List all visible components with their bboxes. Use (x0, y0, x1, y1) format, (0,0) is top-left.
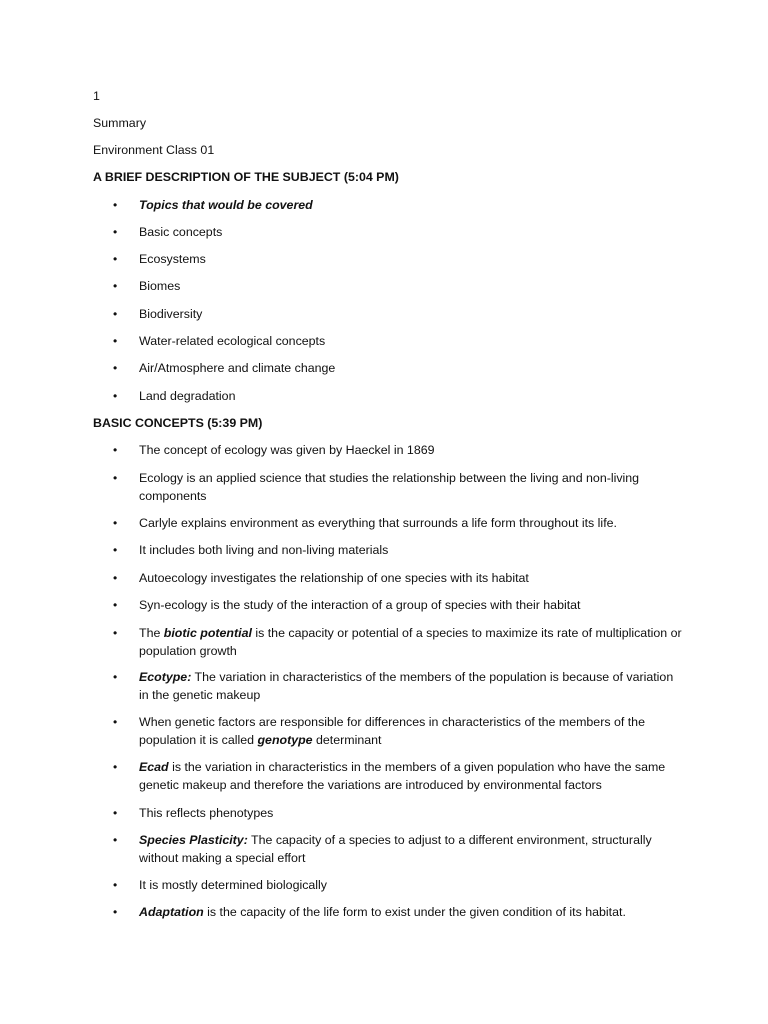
list-item-text: Carlyle explains environment as everything that surrounds a life form throughout its life. (139, 516, 617, 530)
term-species-plasticity: Species Plasticity: (139, 833, 248, 847)
class-title: Environment Class 01 (93, 143, 215, 157)
list-item-text: Ecosystems (139, 252, 206, 266)
text-run: is the capacity of the life form to exist under the given condition of its habitat. (203, 905, 626, 919)
section-heading-brief-description: A BRIEF DESCRIPTION OF THE SUBJECT (5:04 PM) (93, 170, 399, 184)
bullet-icon: • (113, 878, 118, 892)
term-ecotype: Ecotype: (139, 670, 192, 684)
text-run: is the capacity or potential of a species to maximize its rate of multiplication or population growth (139, 626, 682, 658)
list-item-text: This reflects phenotypes (139, 806, 274, 820)
bullet-icon: • (113, 905, 118, 919)
list-item-text: It includes both living and non-living materials (139, 543, 389, 557)
bullet-icon: • (113, 670, 118, 684)
term-adaptation: Adaptation (139, 905, 204, 919)
text-run: is the variation in characteristics in the members of a given population who have the same genetic makeup and therefore the variations are introduced by environmental factors (139, 760, 666, 792)
list-item-text (139, 668, 684, 704)
list-item-text: Air/Atmosphere and climate change (139, 361, 336, 375)
section-heading-basic-concepts: BASIC CONCEPTS (5:39 PM) (93, 416, 263, 430)
list-item-text: Biodiversity (139, 307, 203, 321)
term-genotype: genotype (257, 733, 313, 747)
list-item-text (139, 831, 684, 867)
list-item-text (139, 713, 684, 749)
bullet-icon: • (113, 626, 118, 640)
list-item-text (139, 758, 684, 794)
bullet-icon: • (113, 198, 118, 212)
list-item-text (139, 903, 684, 921)
text-run: determinant (312, 733, 382, 747)
bullet-icon: • (113, 307, 118, 321)
summary-label: Summary (93, 116, 147, 130)
text-run: The variation in characteristics of the members of the population is because of variation in the genetic makeup (139, 670, 674, 702)
bullet-icon: • (113, 252, 118, 266)
bullet-icon: • (113, 715, 118, 729)
bullet-icon: • (113, 279, 118, 293)
bullet-icon: • (113, 361, 118, 375)
list-item-text: Basic concepts (139, 225, 223, 239)
bullet-icon: • (113, 806, 118, 820)
text-run: When genetic factors are responsible for differences in characteristics of the members of the population it is called (139, 715, 645, 747)
list-item-text: Land degradation (139, 389, 236, 403)
list-item-text: The concept of ecology was given by Haeckel in 1869 (139, 443, 435, 457)
term-biotic-potential: biotic potential (163, 626, 252, 640)
bullet-icon: • (113, 516, 118, 530)
bullet-icon: • (113, 389, 118, 403)
term-ecad: Ecad (139, 760, 169, 774)
list-item-text: Biomes (139, 279, 181, 293)
bullet-icon: • (113, 334, 118, 348)
list-item-text: Topics that would be covered (139, 198, 313, 212)
list-item-text (139, 624, 684, 660)
list-item-text: Ecology is an applied science that studies the relationship between the living and non-living components (139, 471, 640, 503)
text-run: The capacity of a species to adjust to a different environment, structurally without making a special effort (139, 833, 652, 865)
bullet-icon: • (113, 833, 118, 847)
bullet-icon: • (113, 443, 118, 457)
bullet-icon: • (113, 760, 118, 774)
bullet-icon: • (113, 471, 118, 485)
list-item-text: Autoecology investigates the relationship of one species with its habitat (139, 571, 529, 585)
list-item-text: Water-related ecological concepts (139, 334, 326, 348)
list-item-text: It is mostly determined biologically (139, 878, 328, 892)
bullet-icon: • (113, 571, 118, 585)
bullet-icon: • (113, 225, 118, 239)
bullet-icon: • (113, 598, 118, 612)
text-run: The (139, 626, 164, 640)
page-number: 1 (93, 89, 100, 103)
bullet-icon: • (113, 543, 118, 557)
list-item-text: Syn-ecology is the study of the interaction of a group of species with their habitat (139, 598, 581, 612)
